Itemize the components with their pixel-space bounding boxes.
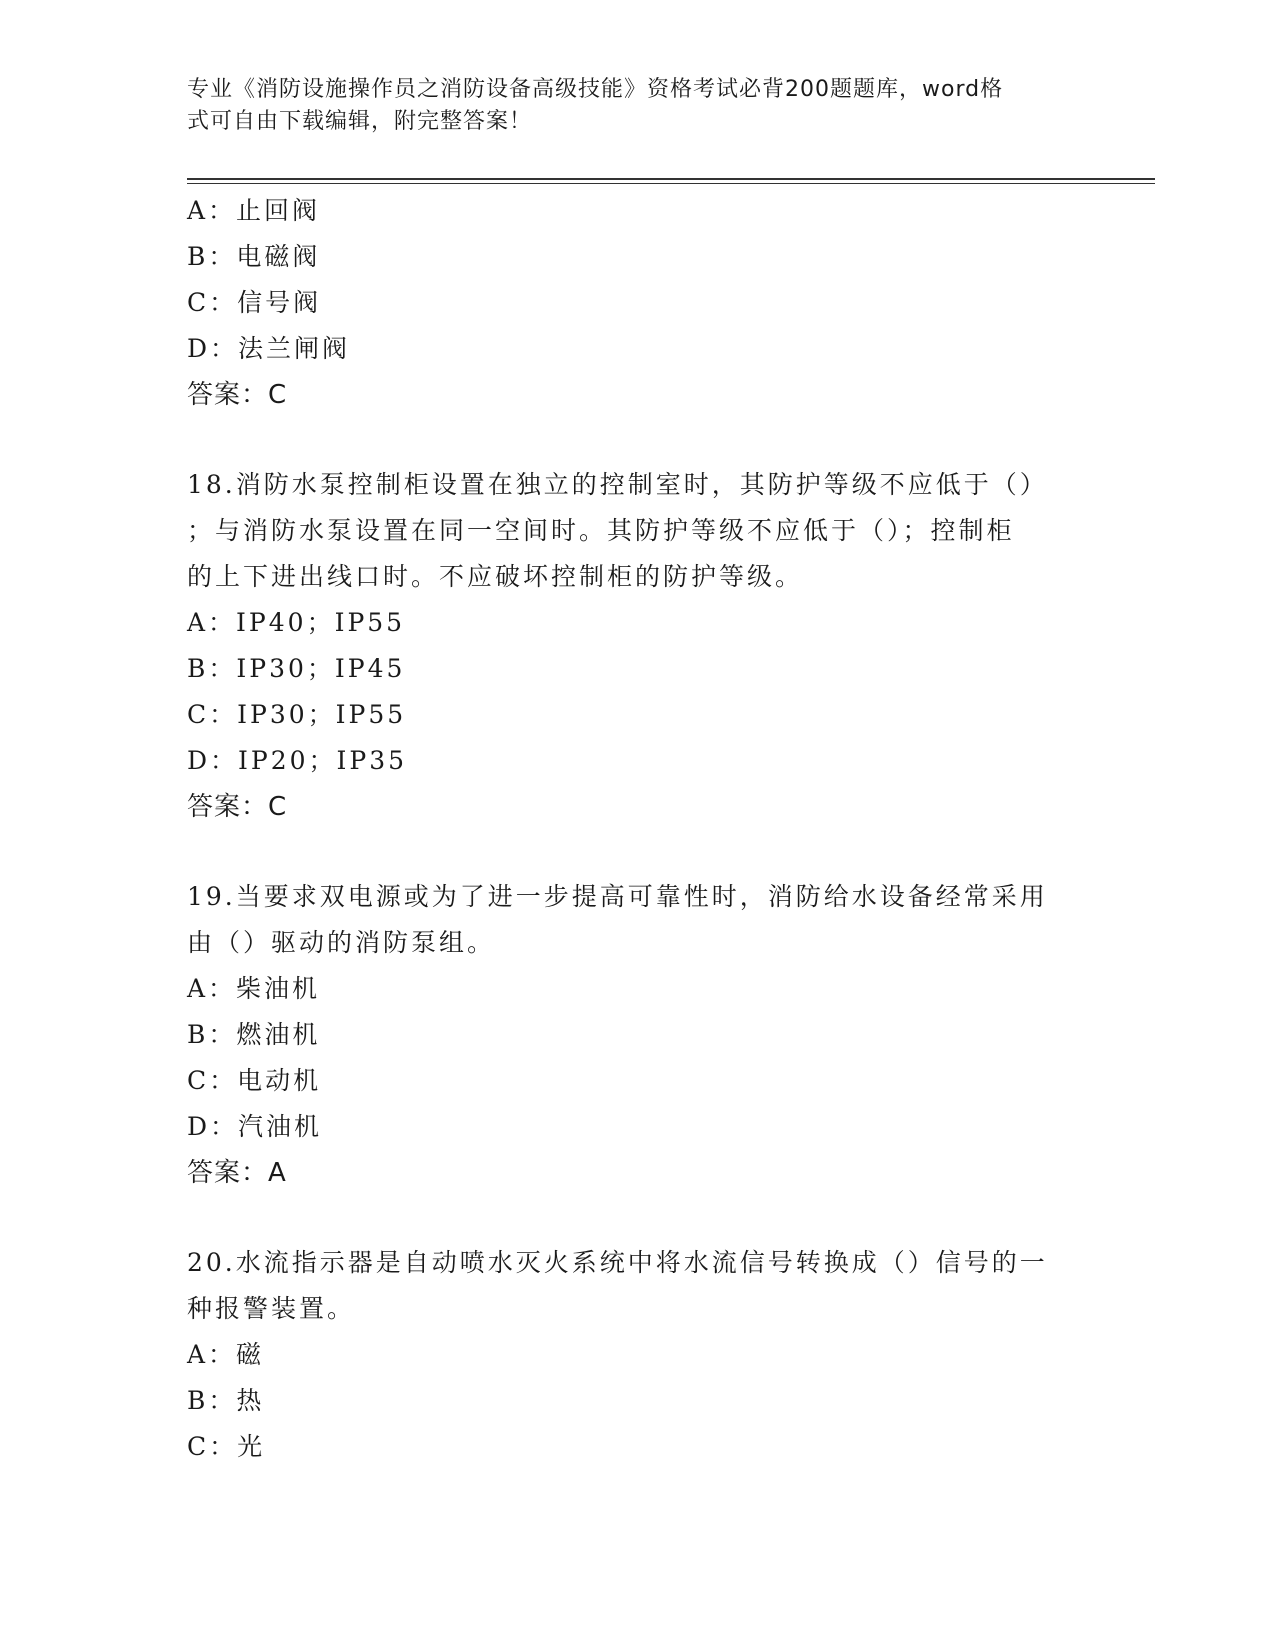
option-d: D：IP20；IP35 xyxy=(187,746,408,775)
question-continued xyxy=(187,188,1087,418)
spacer xyxy=(187,418,1087,462)
option-c: C：光 xyxy=(187,1432,266,1461)
header-divider xyxy=(187,178,1155,184)
option-b: B：IP30；IP45 xyxy=(187,654,406,683)
option-a: A：止回阀 xyxy=(187,196,321,225)
option-b: B：热 xyxy=(187,1386,265,1415)
question-list xyxy=(187,188,1087,1470)
header-line-2: 式可自由下载编辑，附完整答案！ xyxy=(187,109,533,134)
header-line-1: 专业《消防设施操作员之消防设备高级技能》资格考试必背200题题库，word格 xyxy=(187,77,1004,102)
answer-line: 答案：C xyxy=(187,380,288,410)
question-stem-line: 种报警装置。 xyxy=(187,1294,356,1323)
option-c: C：电动机 xyxy=(187,1066,322,1095)
question-18 xyxy=(187,462,1087,830)
option-a: A：柴油机 xyxy=(187,974,321,1003)
spacer xyxy=(187,1196,1087,1240)
question-20 xyxy=(187,1240,1087,1470)
option-c: C：信号阀 xyxy=(187,288,322,317)
option-b: B：电磁阀 xyxy=(187,242,321,271)
option-d: D：汽油机 xyxy=(187,1112,323,1141)
option-a: A：磁 xyxy=(187,1340,265,1369)
option-c: C：IP30；IP55 xyxy=(187,700,407,729)
answer-line: 答案：C xyxy=(187,792,288,822)
option-a: A：IP40；IP55 xyxy=(187,608,406,637)
option-d: D：法兰闸阀 xyxy=(187,334,351,363)
option-b: B：燃油机 xyxy=(187,1020,321,1049)
question-stem-line: 由（）驱动的消防泵组。 xyxy=(187,928,496,957)
answer-line: 答案：A xyxy=(187,1158,287,1188)
question-stem-line: ；与消防水泵设置在同一空间时。其防护等级不应低于（）；控制柜 xyxy=(187,516,1015,545)
question-stem-line: 的上下进出线口时。不应破坏控制柜的防护等级。 xyxy=(187,562,804,591)
spacer xyxy=(187,830,1087,874)
question-stem-line: 20.水流指示器是自动喷水灭火系统中将水流信号转换成（）信号的一 xyxy=(187,1248,1048,1277)
document-header xyxy=(187,74,1067,138)
question-stem-line: 19.当要求双电源或为了进一步提高可靠性时，消防给水设备经常采用 xyxy=(187,882,1048,911)
question-stem-line: 18.消防水泵控制柜设置在独立的控制室时，其防护等级不应低于（） xyxy=(187,470,1048,499)
question-19 xyxy=(187,874,1087,1196)
